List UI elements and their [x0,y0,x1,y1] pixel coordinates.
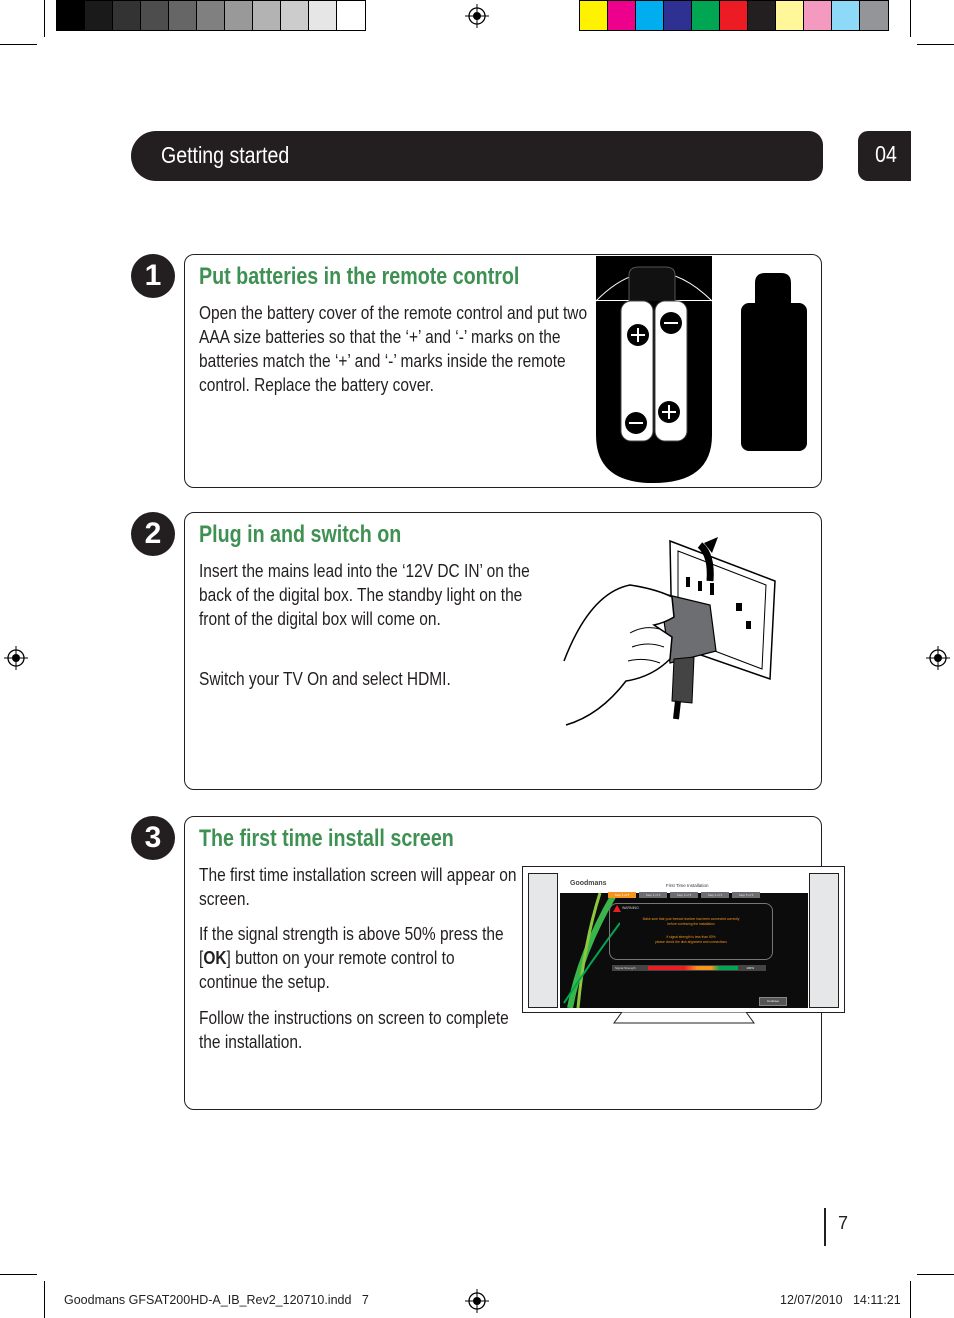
color-swatch [832,1,860,30]
tv-warning-box [609,903,773,960]
chapter-tab [858,131,911,181]
color-swatch [692,1,720,30]
tv-stand [612,1012,756,1024]
crop-mark [0,44,37,45]
tv-speaker-left [528,873,558,1008]
step-text: Open the battery cover of the remote control and put two AAA size batteries so that the ‘+’ and ‘-’ marks on the batteries match the ‘+’ and ‘-’ marks inside the remote control. Replace the battery cover. [199,303,588,395]
step-number-badge: 1 [131,254,175,298]
tv-speaker-right [809,873,839,1008]
color-swatch [197,1,225,30]
tv-screen [560,873,808,1008]
step-text [199,922,517,994]
crop-mark [910,1281,911,1318]
tv-signal-label: Signal Strength [615,966,636,970]
tv-warning-line: If signal strength is less than 50% [666,935,716,939]
cmyk-color-bar [579,0,889,31]
step-title: Plug in and switch on [199,521,402,548]
page-number: 7 [838,1213,849,1233]
plug-socket-illustration [560,533,780,733]
color-swatch [253,1,281,30]
step-number-badge: 3 [131,816,175,860]
chapter-number: 04 [875,141,897,167]
tv-step-tab: Step 2 of 5 [639,892,667,898]
footer-date-time: 12/07/2010 14:11:21 [780,1293,901,1307]
tv-signal-bar [612,965,766,971]
registration-mark-icon [926,646,950,670]
step-card [184,254,822,488]
color-swatch [57,1,85,30]
color-swatch [337,1,365,30]
tv-step-tabs [608,892,760,898]
color-swatch [804,1,832,30]
color-swatch [141,1,169,30]
section-header [131,131,823,181]
color-swatch [748,1,776,30]
tv-continue-button: Continue [759,997,787,1006]
tv-signal-fill [648,966,738,970]
step-title: Put batteries in the remote control [199,263,520,290]
tv-install-screen [522,866,845,1013]
step-number-badge: 2 [131,512,175,556]
tv-step-tab: Step 4 of 5 [701,892,729,898]
registration-mark-icon [465,1289,489,1313]
color-swatch [860,1,888,30]
tv-warning-line: please check the dish alignment and connections [655,940,727,944]
section-title: Getting started [161,142,290,168]
color-swatch [636,1,664,30]
tv-logo: Goodmans [570,880,607,887]
step-text-part: ] button on your remote control to continue the setup. [199,948,455,992]
crop-mark [917,44,954,45]
tv-warning-line: Make sure that your freesat receiver has been connected correctly [642,917,740,921]
color-swatch [309,1,337,30]
step-text: Follow the instructions on screen to complete the installation. [199,1008,509,1052]
color-swatch [113,1,141,30]
tv-step-tab: Step 1 of 5 [608,892,636,898]
warning-icon [613,905,621,912]
color-swatch [85,1,113,30]
tv-step-tab: Step 3 of 5 [670,892,698,898]
crop-mark [44,0,45,37]
crop-mark [910,0,911,37]
registration-mark-icon [4,646,28,670]
tv-step-tab: Step 5 of 5 [732,892,760,898]
step-text: Insert the mains lead into the ‘12V DC IN’ on the back of the digital box. The standby light on the front of the digital box will come on. [199,561,530,629]
color-swatch [608,1,636,30]
color-swatch [281,1,309,30]
crop-mark [917,1274,954,1275]
registration-mark-icon [465,4,489,28]
tv-warning-line: before continuing the installation [667,922,715,926]
color-swatch [580,1,608,30]
color-swatch [664,1,692,30]
ok-button-label: OK [203,948,227,968]
step-card [184,512,822,790]
tv-signal-value: 100% [746,966,754,970]
color-swatch [720,1,748,30]
page-number-rule [824,1208,826,1246]
footer-file-name: Goodmans GFSAT200HD-A_IB_Rev2_120710.indd 7 [64,1293,369,1307]
step-title: The first time install screen [199,825,454,852]
crop-mark [44,1281,45,1318]
color-swatch [169,1,197,30]
remote-battery-illustration [595,255,815,485]
crop-mark [0,1274,37,1275]
step-text: Switch your TV On and select HDMI. [199,669,451,689]
tv-title: First Time Installation [666,883,709,888]
step-text-part: If the signal strength is above 50% press the [ [199,924,504,968]
tv-top-bar [560,873,808,893]
color-swatch [225,1,253,30]
grey-color-bar [56,0,366,31]
step-text: The first time installation screen will appear on screen. [199,865,517,909]
tv-warning-label: WARNING [622,906,639,910]
color-swatch [776,1,804,30]
